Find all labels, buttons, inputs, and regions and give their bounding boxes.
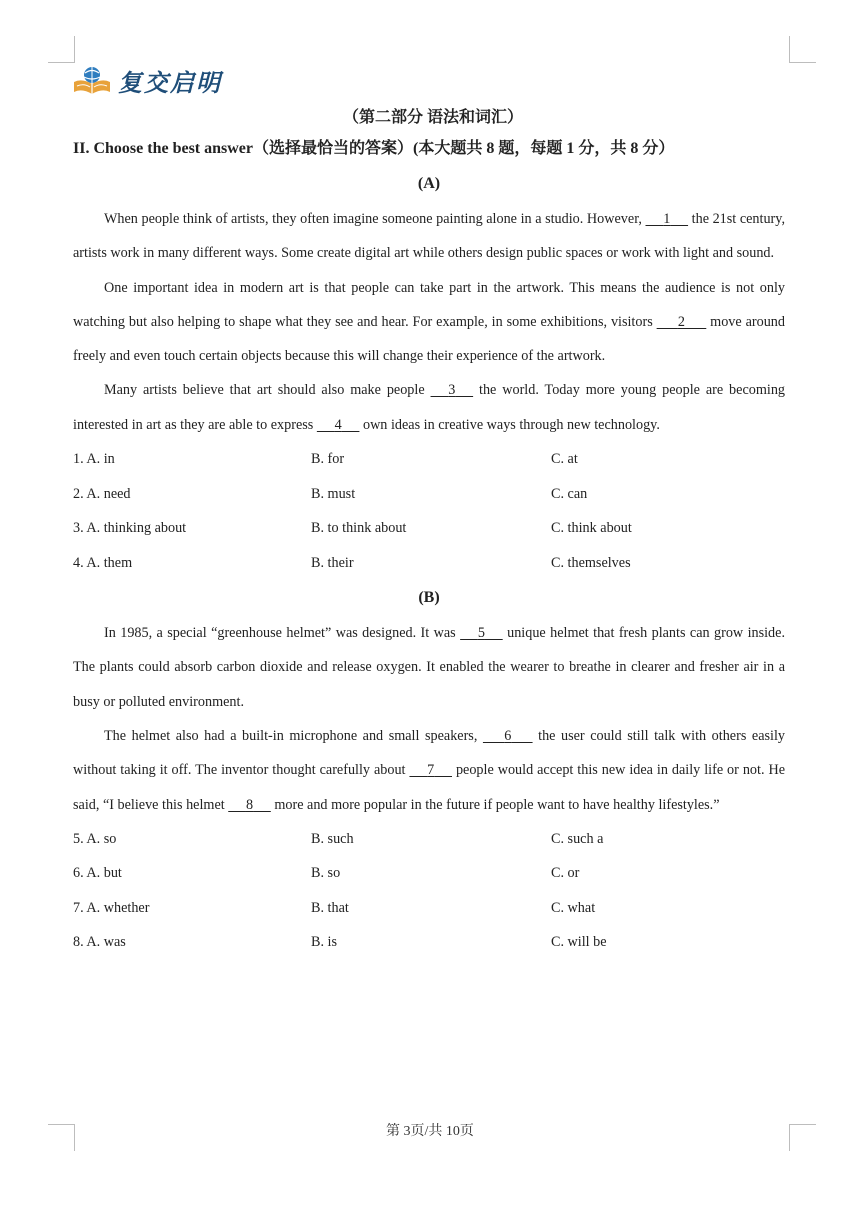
answer-blank-2 [657,305,707,339]
option-c[interactable]: C. can [551,485,588,502]
passage-b-paragraph-2 [73,719,785,822]
part-heading: II. Choose the best answer（选择最恰当的答案）(本大题共 8 题，每题 1 分，共 8 分） [73,140,675,157]
option-row-3 [73,511,785,546]
passage-a-paragraph-3 [73,373,785,442]
option-a[interactable]: 1. A. in [73,451,115,468]
blank-number: 7 [427,762,435,779]
option-c[interactable]: C. or [551,865,580,882]
option-a[interactable]: 2. A. need [73,485,131,502]
crop-mark-top-right [789,36,816,63]
option-row-5 [73,822,785,857]
option-a[interactable]: 6. A. but [73,865,122,882]
blank-number: 6 [504,727,512,744]
option-a[interactable]: 7. A. whether [73,899,150,916]
option-c[interactable]: C. think about [551,520,632,537]
paragraph-text: One important idea in modern art is that people can take part in the artwork. This means the audience is not only watching but also helping to shape what they see and hear. For example, in some exhibitions, visitors [73,279,785,330]
option-a[interactable]: 8. A. was [73,934,126,951]
option-b[interactable]: B. to think about [311,520,407,537]
option-b[interactable]: B. must [311,485,356,502]
option-b[interactable]: B. that [311,899,349,916]
passage-a-paragraph-2 [73,271,785,374]
option-b[interactable]: B. their [311,554,354,571]
exam-content [73,104,785,960]
answer-blank-6 [483,719,533,753]
passage-a-label: (A) [417,175,441,192]
passage-b-label: (B) [418,589,440,607]
crop-mark-top-left [48,36,75,63]
answer-blank-4 [317,408,360,442]
option-c[interactable]: C. will be [551,934,607,951]
option-a[interactable]: 5. A. so [73,830,117,847]
paragraph-text: Many artists believe that art should also make people [104,382,431,399]
option-a[interactable]: 4. A. them [73,554,133,571]
book-globe-logo-icon [72,64,112,96]
option-c[interactable]: C. such a [551,830,604,847]
paragraph-text: move around freely and even touch certain objects because this will change their experience of the artwork. [73,313,785,365]
paragraph-text: In 1985, a special “greenhouse helmet” was designed. It was [104,625,461,642]
blank-number: 2 [677,313,685,330]
answer-blank-5 [460,616,503,650]
answer-blank-1 [646,202,689,236]
option-row-1 [73,442,785,477]
option-row-7 [73,891,785,926]
answer-blank-3 [431,373,474,407]
option-c[interactable]: C. what [551,899,596,916]
blank-number: 4 [334,416,342,433]
blank-number: 8 [245,796,254,813]
option-b[interactable]: B. so [311,865,341,882]
option-b[interactable]: B. for [311,451,345,468]
option-b[interactable]: B. such [311,830,354,847]
option-b[interactable]: B. is [311,934,338,951]
blank-number: 1 [663,211,671,227]
logo-text: 复交启明 [118,67,222,97]
option-c[interactable]: C. at [551,451,578,468]
paragraph-text: the user could still talk with others easily without taking it off. The inventor thought carefully about [73,727,785,779]
paragraph-text: more and more popular in the future if people want to have healthy lifestyles.” [270,796,720,813]
answer-blank-8 [228,788,271,822]
option-row-4 [73,546,785,581]
paragraph-text: the world. Today more young people are becoming interested in art as they are able to express [73,382,786,433]
paragraph-text: When people think of artists, they often imagine someone painting alone in a studio. However, [104,211,646,227]
option-row-2 [73,477,785,512]
paragraph-text: people would accept this new idea in daily life or not. He said, “I believe this helmet [73,762,785,813]
answer-blank-7 [409,753,452,787]
section-title: （第二部分 语法和词汇） [342,109,523,126]
option-a[interactable]: 3. A. thinking about [73,520,187,537]
page-footer: 第 3页/共 10页 [386,1124,474,1139]
blank-number: 3 [448,382,456,399]
paragraph-text: The helmet also had a built-in microphone and small speakers, [104,727,483,744]
option-c[interactable]: C. themselves [551,554,631,571]
header-logo [72,60,222,100]
passage-a-paragraph-1 [73,202,785,271]
option-row-8 [73,925,785,960]
paragraph-text: own ideas in creative ways through new technology. [359,416,660,433]
paragraph-text: unique helmet that fresh plants can grow inside. The plants could absorb carbon dioxide and release oxygen. It enabled the wearer to breathe in clearer and fresher air in a busy or polluted environment. [73,625,785,710]
option-row-6 [73,856,785,891]
passage-b-paragraph-1 [73,616,785,719]
blank-number: 5 [477,625,485,642]
paragraph-text: the 21st century, artists work in many different ways. Some create digital art while others design public spaces or work with light and sound. [73,211,785,262]
